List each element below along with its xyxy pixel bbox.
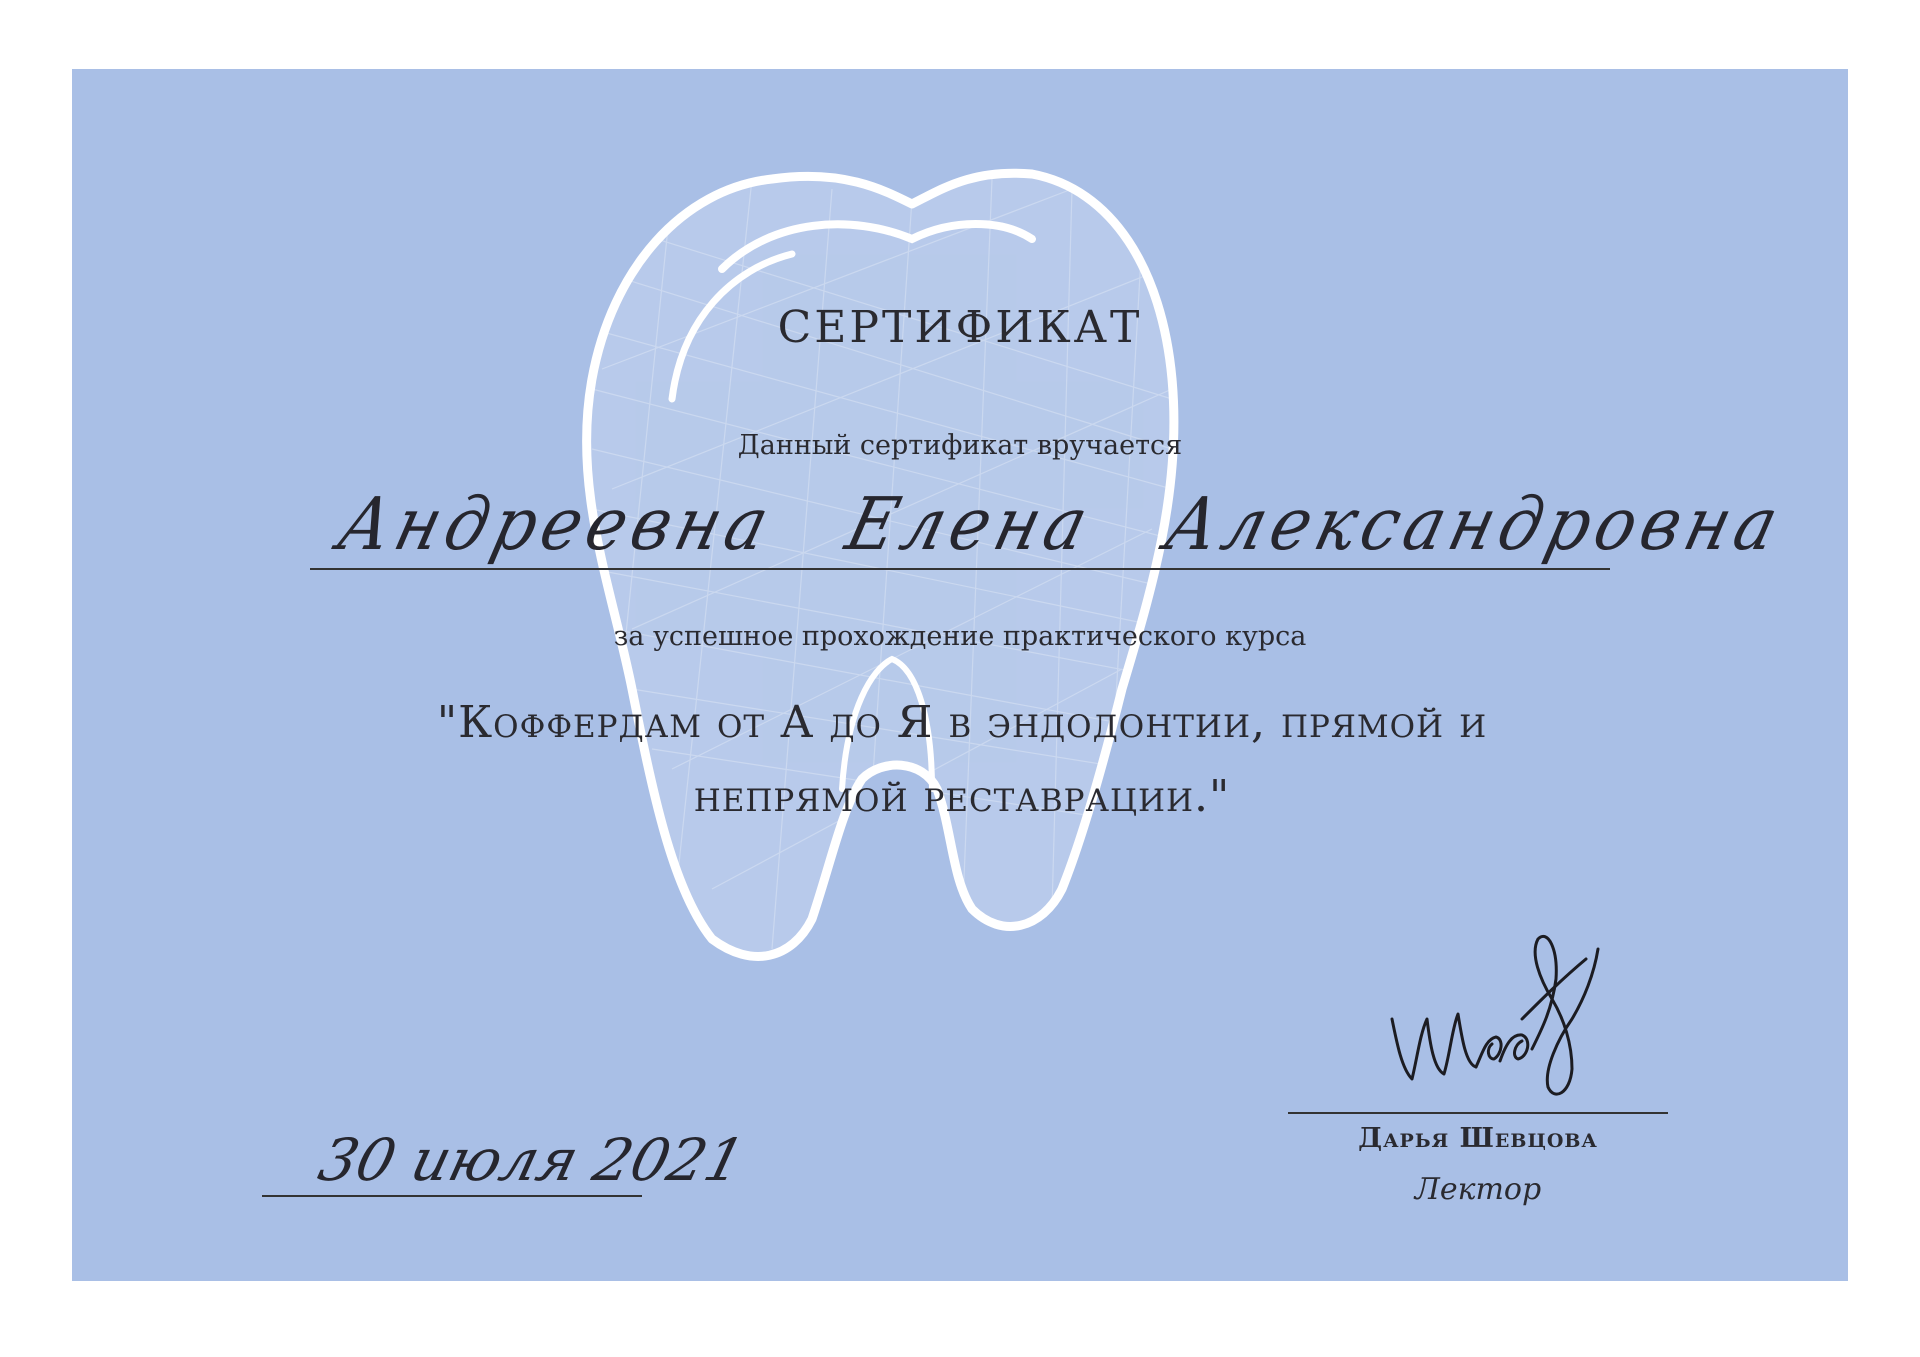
certificate [72, 69, 1848, 1281]
presented-to-text: Данный сертификат вручается [737, 430, 1183, 461]
recipient-underline [310, 568, 1610, 570]
course-name-line-1: "Коффердам от А до Я в эндодонтии, прямой и [436, 697, 1488, 748]
lecturer-name: Дарья Шевцова [1358, 1123, 1598, 1154]
course-name-line-2: непрямой реставрации." [693, 771, 1231, 822]
signature-underline [1288, 1112, 1668, 1114]
issue-date: 30 июля 2021 [312, 1126, 752, 1194]
recipient-name: Андреевна Елена Александровна [330, 482, 1792, 567]
date-underline [262, 1195, 642, 1197]
certificate-title: СЕРТИФИКАТ [777, 302, 1143, 353]
lecturer-signature [1372, 869, 1612, 1109]
course-name [212, 686, 1712, 834]
completion-reason-text: за успешное прохождение практического курса [613, 621, 1307, 652]
lecturer-role: Лектор [1414, 1172, 1542, 1207]
